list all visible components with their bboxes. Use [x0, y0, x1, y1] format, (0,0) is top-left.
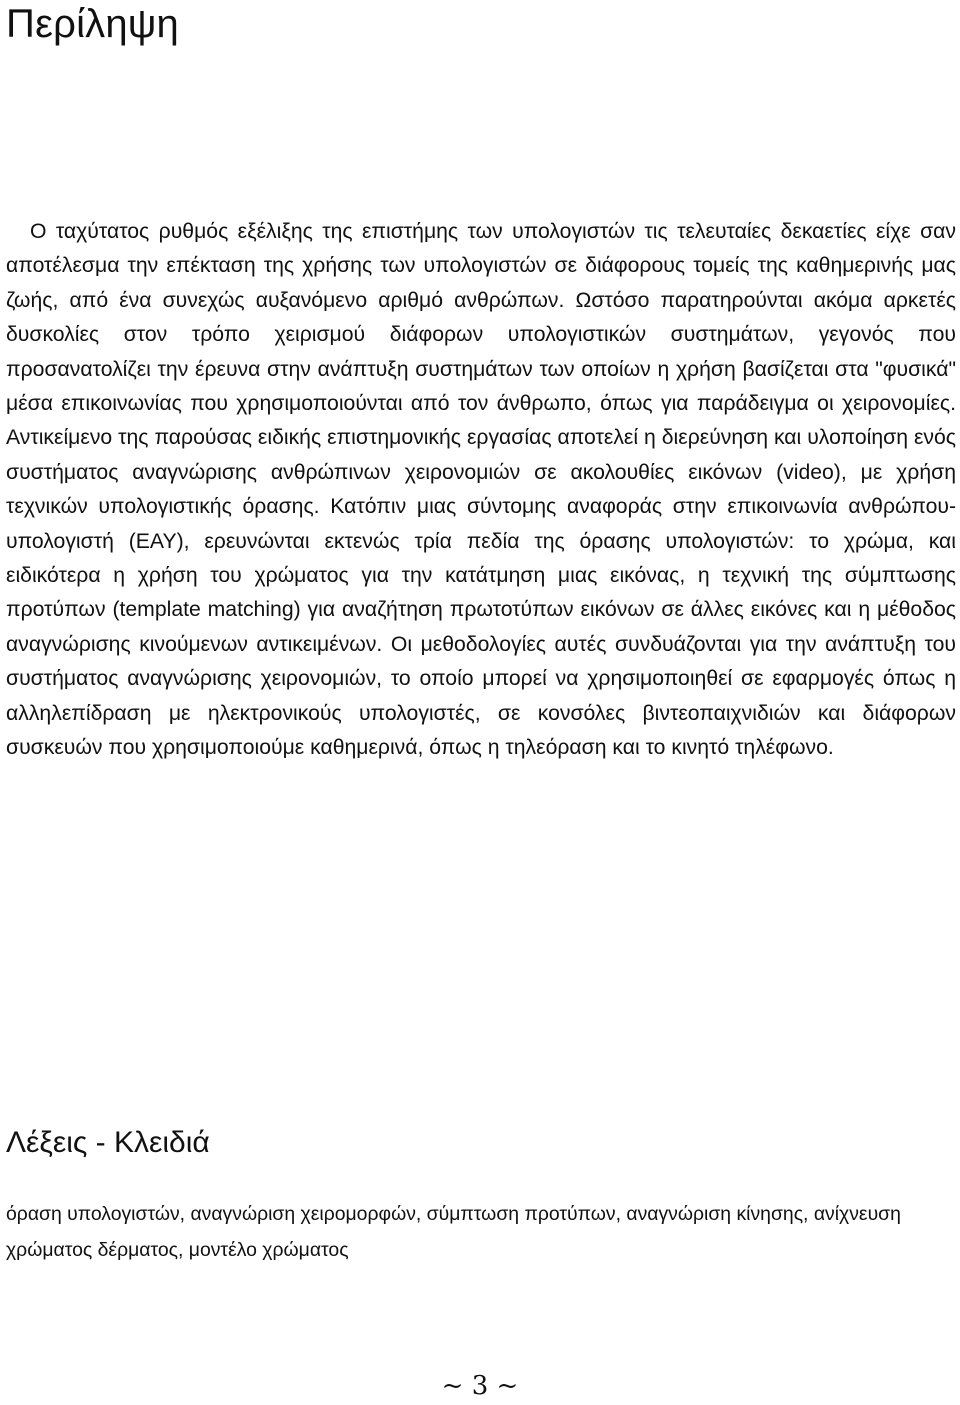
abstract-title: Περίληψη: [6, 2, 179, 46]
keywords-heading: Λέξεις - Κλειδιά: [6, 1126, 210, 1159]
keywords-list: όραση υπολογιστών, αναγνώριση χειρομορφών, σύμπτωση προτύπων, αναγνώριση κίνησης, ανίχνευση χρώματος δέρματος, μοντέλο χρώματος: [6, 1203, 901, 1261]
page-number: ~ 3 ~: [441, 1371, 519, 1401]
abstract-paragraph: Ο ταχύτατος ρυθμός εξέλιξης της επιστήμης των υπολογιστών τις τελευταίες δεκαετίες είχε σαν αποτέλεσμα την επέκταση της χρήσης των υπολογιστών σε διάφορους τομείς της καθημερινής μας ζωής, από ένα συνεχώς αυξανόμενο αριθμό ανθρώπων. Ωστόσο παρατηρούνται ακόμα αρκετές δυσκολίες στον τρόπο χειρισμού διάφορων υπολογιστικών συστημάτων, γεγονός που προσανατολίζει την έρευνα στην ανάπτυξη συστημάτων των οποίων η χρήση βασίζεται στα "φυσικά" μέσα επικοινωνίας που χρησιμοποιούνται από τον άνθρωπο, όπως για παράδειγμα οι χειρονομίες. Αντικείμενο της παρούσας ειδικής επιστημονικής εργασίας αποτελεί η διερεύνηση και υλοποίηση ενός συστήματος αναγνώρισης ανθρώπινων χειρονομιών σε ακολουθίες εικόνων (video), με χρήση τεχνικών υπολογιστικής όρασης. Κατόπιν μιας σύντομης αναφοράς στην επικοινωνία ανθρώπου-υπολογιστή (ΕΑΥ), ερευνώνται εκτενώς τρία πεδία της όρασης υπολογιστών: το χρώμα, και ειδικότερα η χρήση του χρώματος για την κατάτμηση μιας εικόνας, η τεχνική της σύμπτωσης προτύπων (template matching) για αναζήτηση πρωτοτύπων εικόνων σε άλλες εικόνες και η μέθοδος αναγνώρισης κινούμενων αντικειμένων. Οι μεθοδολογίες αυτές συνδυάζονται για την ανάπτυξη του συστήματος αναγνώρισης χειρονομιών, το οποίο μπορεί να χρησιμοποιηθεί σε εφαρμογές όπως η αλληλεπίδραση με ηλεκτρονικούς υπολογιστές, σε κονσόλες βιντεοπαιχνιδιών και διάφορων συσκευών που χρησιμοποιούμε καθημερινά, όπως η τηλεόραση και το κινητό τηλέφωνο.: [6, 220, 956, 760]
